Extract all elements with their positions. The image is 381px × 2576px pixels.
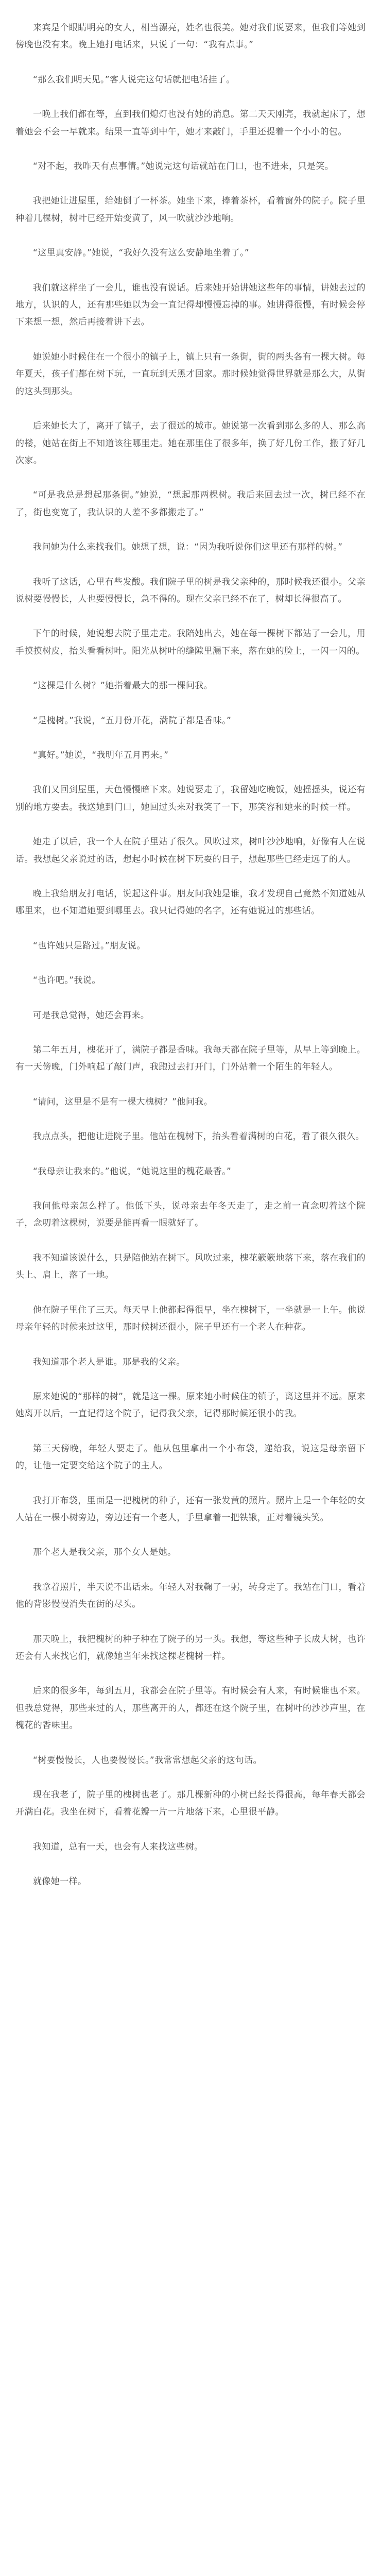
paragraph: 我听了这话，心里有些发酸。我们院子里的树是我父亲种的，那时候我还很小。父亲说树要慢慢长，人也要慢慢长，急不得的。现在父亲已经不在了，树却长得很高了。 — [15, 577, 366, 604]
paragraph: 那天晚上，我把槐树的种子种在了院子的另一头。我想，等这些种子长成大树，也许还会有人来找它们，就像她当年来找这棵老槐树一样。 — [15, 1634, 366, 1662]
paragraph: 可是我总觉得，她还会再来。 — [33, 1010, 150, 1021]
paragraph: 现在我老了，院子里的槐树也老了。那几棵新种的小树已经长得很高，每年春天都会开满白花。我坐在树下，看着花瓣一片一片地落下来，心里很平静。 — [15, 1790, 366, 1818]
paragraph: 第三天傍晚，年轻人要走了。他从包里拿出一个小布袋，递给我，说这是母亲留下的，让他一定要交给这个院子的主人。 — [15, 1443, 366, 1471]
paragraph: 我知道那个老人是谁。那是我的父亲。 — [33, 1357, 185, 1367]
paragraph: 原来她说的“那样的树”，就是这一棵。原来她小时候住的镇子，离这里并不远。原来她离开以后，一直记得这个院子，记得我父亲，记得那时候还很小的我。 — [15, 1391, 366, 1419]
paragraph: “真好。”她说，“我明年五月再来。” — [33, 750, 169, 760]
paragraph: 她走了以后，我一个人在院子里站了很久。风吹过来，树叶沙沙地响，好像有人在说话。我想起父亲说过的话，想起小时候在树下玩耍的日子，想起那些已经走远了的人。 — [15, 837, 366, 865]
paragraph: 那个老人是我父亲，那个女人是她。 — [33, 1547, 177, 1558]
paragraph: 我们又回到屋里，天色慢慢暗下来。她说要走了，我留她吃晚饭，她摇摇头，说还有别的地方要去。我送她到门口，她回过头来对我笑了一下，那笑容和她来的时候一样。 — [15, 785, 366, 812]
paragraph: 我不知道该说什么，只是陪他站在树下。风吹过来，槐花簌簌地落下来，落在我们的头上、肩上，落了一地。 — [15, 1252, 366, 1281]
paragraph: “树要慢慢长，人也要慢慢长。”我常常想起父亲的这句话。 — [33, 1755, 262, 1766]
article-body — [15, 20, 366, 1891]
paragraph: “也许吧。”我说。 — [33, 975, 101, 986]
paragraph: 我知道，总有一天，也会有人来找这些树。 — [33, 1841, 203, 1852]
paragraph: 我点点头，把他让进院子里。他站在槐树下，抬头看着满树的白花，看了很久很久。 — [33, 1131, 365, 1142]
paragraph: “可是我总是想起那条街。”她说，“想起那两棵树。我后来回去过一次，树已经不在了，街也变宽了，我认识的人差不多都搬走了。” — [15, 490, 366, 518]
paragraph: 后来的很多年，每到五月，我都会在院子里等。有时候会有人来，有时候谁也不来。但我总觉得，那些来过的人，那些离开的人，都还在这个院子里，在树叶的沙沙声里，在槐花的香味里。 — [15, 1686, 366, 1731]
paragraph: 我问她为什么来找我们。她想了想，说：“因为我听说你们这里还有那样的树。” — [33, 542, 343, 553]
paragraph: 我问他母亲怎么样了。他低下头，说母亲去年冬天走了，走之前一直念叨着这个院子，念叨着这棵树，说要是能再看一眼就好了。 — [15, 1201, 366, 1229]
paragraph: 他在院子里住了三天。每天早上他都起得很早，坐在槐树下，一坐就是一上午。他说母亲年轻的时候来过这里，那时候树还很小，院子里还有一个老人在种花。 — [15, 1304, 366, 1333]
paragraph: “也许她只是路过。”朋友说。 — [33, 940, 146, 951]
paragraph: 我们就这样坐了一会儿，谁也没有说话。后来她开始讲她这些年的事情，讲她去过的地方，认识的人，还有那些她以为会一直记得却慢慢忘掉的事。她讲得很慢，有时候会停下来想一想，然后再接着讲下去。 — [15, 282, 366, 328]
paragraph: 一晚上我们都在等，直到我们熄灯也没有她的消息。第二天天刚亮，我就起床了，想着她会不会一早就来。结果一直等到中午，她才来敲门，手里还提着一个小小的包。 — [15, 109, 366, 137]
paragraph: “是槐树。”我说，“五月份开花，满院子都是香味。” — [33, 715, 232, 726]
paragraph: 晚上我给朋友打电话，说起这件事。朋友问我她是谁，我才发现自己竟然不知道她从哪里来，也不知道她要到哪里去。我只记得她的名字，还有她说过的那些话。 — [15, 889, 366, 917]
paragraph: “请问，这里是不是有一棵大槐树？”他问我。 — [33, 1096, 213, 1107]
paragraph: 我把她让进屋里，给她倒了一杯茶。她坐下来，捧着茶杯，看着窗外的院子。院子里种着几棵树，树叶已经开始变黄了，风一吹就沙沙地响。 — [15, 196, 366, 224]
paragraph: “这棵是什么树？”她指着最大的那一棵问我。 — [33, 681, 213, 691]
paragraph: “那么我们明天见。”客人说完这句话就把电话挂了。 — [33, 74, 235, 85]
paragraph: 后来她长大了，离开了镇子，去了很远的城市。她说第一次看到那么多的人、那么高的楼，她站在街上不知道该往哪里走。她在那里住了很多年，换了好几份工作，搬了好几次家。 — [15, 421, 366, 466]
paragraph: 我拿着照片，半天说不出话来。年轻人对我鞠了一躬，转身走了。我站在门口，看着他的背影慢慢消失在街的尽头。 — [15, 1582, 366, 1610]
paragraph: “我母亲让我来的。”他说，“她说这里的槐花最香。” — [33, 1166, 232, 1177]
paragraph: 就像她一样。 — [33, 1876, 87, 1887]
paragraph: “对不起，我昨天有点事情。”她说完这句话就站在门口，也不进来，只是笑。 — [33, 161, 334, 172]
paragraph: “这里真安静。”她说，“我好久没有这么安静地坐着了。” — [33, 248, 250, 259]
paragraph: 下午的时候，她说想去院子里走走。我陪她出去，她在每一棵树下都站了一会儿，用手摸摸树皮，抬头看看树叶。阳光从树叶的缝隙里漏下来，落在她的脸上，一闪一闪的。 — [15, 629, 366, 656]
paragraph: 第二年五月，槐花开了，满院子都是香味。我每天都在院子里等，从早上等到晚上。有一天傍晚，门外响起了敲门声，我跑过去打开门，门外站着一个陌生的年轻人。 — [15, 1045, 366, 1073]
paragraph: 我打开布袋，里面是一把槐树的种子，还有一张发黄的照片。照片上是一个年轻的女人站在一棵小树旁边，旁边还有一个老人，手里拿着一把铁锹，正对着镜头笑。 — [15, 1495, 366, 1523]
paragraph: 她说她小时候住在一个很小的镇子上，镇上只有一条街，街的两头各有一棵大树。每年夏天，孩子们都在树下玩，一直玩到天黑才回家。那时候她觉得世界就是那么大，从街的这头到那头。 — [15, 351, 366, 397]
paragraph: 来宾是个眼睛明亮的女人，相当漂亮，姓名也很美。她对我们说要来，但我们等她到傍晚也没有来。晚上她打电话来，只说了一句：“我有点事。” — [15, 23, 366, 50]
